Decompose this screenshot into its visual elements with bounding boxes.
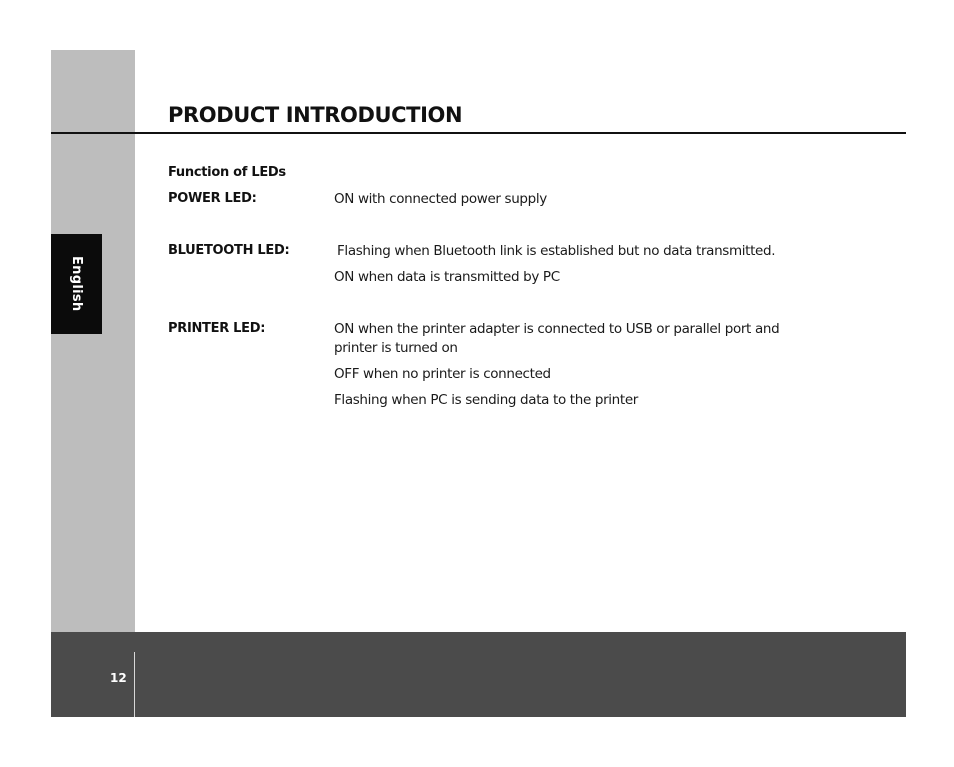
bluetooth-led-desc-1: Flashing when Bluetooth link is established but no data transmitted. [337,243,776,259]
printer-led-desc-3: Flashing when PC is sending data to the printer [334,392,638,408]
power-led-desc-1: ON with connected power supply [334,191,547,207]
footer-divider [134,652,135,717]
section-heading: Function of LEDs [168,165,286,180]
printer-led-desc-2: OFF when no printer is connected [334,366,551,382]
title-divider [51,132,906,134]
power-led-label: POWER LED: [168,191,257,206]
printer-led-label: PRINTER LED: [168,321,266,336]
footer-bar [51,632,906,717]
page-number: 12 [110,671,127,685]
printer-led-desc-1: ON when the printer adapter is connected to USB or parallel port and printer is turned on [334,321,780,356]
bluetooth-led-label: BLUETOOTH LED: [168,243,290,258]
side-bar [51,50,135,632]
page-title: PRODUCT INTRODUCTION [168,103,463,127]
bluetooth-led-desc-2: ON when data is transmitted by PC [334,269,560,285]
language-tab-label: English [69,256,84,312]
